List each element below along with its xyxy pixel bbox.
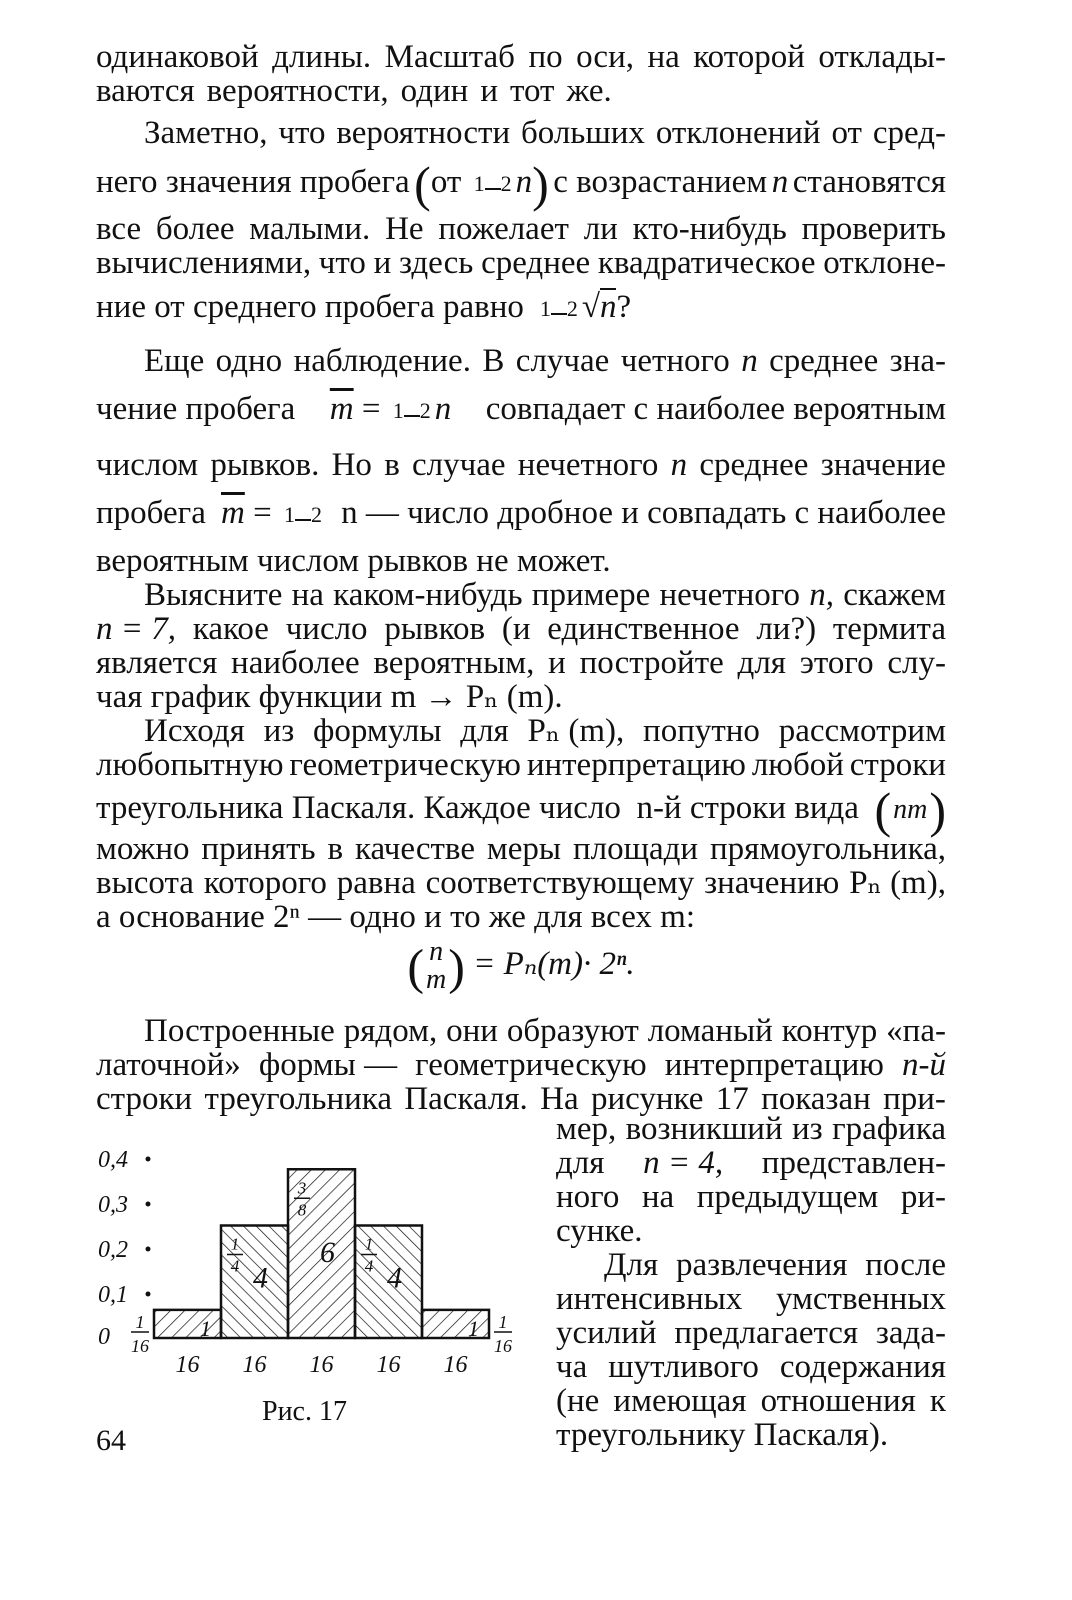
word: строки (849, 747, 946, 783)
word: что (278, 115, 326, 151)
text-line (96, 288, 946, 325)
text-line (96, 448, 946, 482)
bar-base-label: 16 (242, 1352, 267, 1378)
word: интерпретацию (664, 1047, 884, 1083)
word: качестве (354, 831, 475, 867)
text-fragment: сунке. (556, 1213, 643, 1249)
word: значение (820, 447, 946, 483)
word: скажем (843, 577, 946, 613)
inline-formula: (от 1 2 n) (414, 156, 549, 212)
word: n (670, 447, 688, 483)
word: среднее (481, 245, 591, 281)
text-fragment: совпадает с наиболее вероятным (485, 391, 946, 427)
word: имеющая (613, 1383, 747, 1419)
word: единственное (547, 611, 740, 647)
word: которой (693, 39, 805, 75)
word: слу- (887, 645, 946, 681)
text-fragment: = (253, 495, 272, 531)
word: оси, (576, 39, 634, 75)
formula-rhs: = Pₙ(m)· 2ⁿ. (473, 946, 635, 982)
text-line (96, 866, 946, 900)
word: ломаный (647, 1013, 773, 1049)
word: же. (566, 73, 612, 109)
figure-17 (96, 1130, 546, 1440)
word: Еще (144, 343, 205, 379)
y-tick-label: 0 (98, 1324, 110, 1350)
word: длины. (272, 39, 372, 75)
word: усилий (556, 1315, 657, 1351)
word: какое (192, 611, 269, 647)
frac-num: 1 (473, 171, 485, 196)
fraction (540, 298, 578, 320)
word: шутливого (608, 1349, 759, 1385)
word: рассмотрим (778, 713, 946, 749)
word: Для (604, 1247, 659, 1283)
bar-base-label: 16 (309, 1352, 334, 1378)
text-fragment: пробега (96, 495, 206, 531)
text-fragment: n-й строки вида (636, 789, 859, 826)
text-fragment: вероятным числом рывков не может. (96, 543, 611, 579)
word: к (929, 1383, 946, 1419)
text-fragment: n — число дробное и совпадать с наиболее (341, 495, 946, 531)
text-line (96, 344, 946, 378)
page-number: 64 (96, 1424, 126, 1457)
word: для (737, 645, 786, 681)
word: числом (96, 447, 199, 483)
word: представлен- (761, 1145, 946, 1181)
text-line (556, 1316, 946, 1350)
word: кто-нибудь (632, 211, 787, 247)
word: Исходя (144, 713, 245, 749)
text-fragment: чение пробега (96, 391, 296, 427)
word: здесь (398, 245, 474, 281)
word: равна (336, 865, 416, 901)
word: 17 (715, 1081, 749, 1117)
bar-base-label: 16 (175, 1352, 200, 1378)
math-var: n (771, 163, 789, 200)
bar-base-label: 16 (443, 1352, 468, 1378)
word: «па- (886, 1013, 946, 1049)
end-fraction-num: 1 (135, 1312, 145, 1332)
word: интерпретацию (526, 747, 746, 783)
word: (не (556, 1383, 600, 1419)
word: n = 7, (96, 611, 177, 647)
word: треугольника (204, 1081, 392, 1117)
word: образуют (506, 1013, 639, 1049)
word: строки (96, 1081, 193, 1117)
word: вычислениями, (96, 245, 312, 281)
word: Построенные (144, 1013, 335, 1049)
word: квадратическое (597, 245, 816, 281)
word: ча (556, 1349, 588, 1385)
text-line (96, 40, 946, 74)
word: показан (761, 1081, 871, 1117)
word: из (263, 713, 295, 749)
word: все (96, 211, 142, 247)
word: для (556, 1145, 605, 1181)
word: графика (832, 1111, 946, 1147)
word: четного (620, 343, 730, 379)
math-var: n (434, 391, 452, 427)
text-fragment: становятся (792, 163, 946, 200)
text-line (96, 156, 946, 212)
word: является (96, 645, 218, 681)
text-line (96, 612, 946, 646)
word: n-й (901, 1047, 946, 1083)
text-line (556, 1418, 946, 1452)
word: значению (704, 865, 840, 901)
text-line (96, 116, 946, 150)
text-line (556, 1180, 946, 1214)
y-tick-label: 0,2 (98, 1237, 128, 1263)
word: предлагается (674, 1315, 859, 1351)
text-line (96, 714, 946, 748)
inline-formula (330, 392, 451, 426)
word: прямоугольника, (709, 831, 946, 867)
word: принять (201, 831, 316, 867)
word: проверить (801, 211, 946, 247)
bar-fraction-num: 1 (230, 1234, 240, 1254)
display-formula: ( n m ) = Pₙ(m)· 2ⁿ. (407, 936, 635, 996)
text-line (556, 1282, 946, 1316)
bar-fraction-den: 4 (230, 1256, 240, 1276)
word: возникший (625, 1111, 783, 1147)
fraction (393, 400, 431, 422)
word: Паскаля. (404, 1081, 528, 1117)
word: нечетного (517, 447, 659, 483)
word: попутно (643, 713, 760, 749)
word: среднее (769, 343, 879, 379)
bar-numerator-label: 1 (200, 1316, 211, 1341)
y-tick-label: 0,4 (98, 1147, 128, 1173)
text-line (96, 246, 946, 280)
bar-numerator-label: 4 (387, 1261, 402, 1295)
word: геометрическую (415, 1047, 647, 1083)
text-fragment: треугольнику Паскаля). (556, 1417, 889, 1453)
frac-num: 1 (283, 502, 295, 528)
word: зна- (889, 343, 946, 379)
word: ного (556, 1179, 620, 1215)
word: В (482, 343, 505, 379)
word: Не (385, 211, 424, 247)
y-tick-dot (146, 1157, 151, 1162)
word: высота (96, 865, 194, 901)
end-fraction-num: 1 (498, 1312, 508, 1332)
text-fragment: чая график функции m → Pₙ (m). (96, 679, 563, 715)
sqrt-sign: √ (581, 289, 600, 325)
word: рывков. (210, 447, 320, 483)
bar-numerator-label: 4 (253, 1261, 268, 1295)
word: по (528, 39, 563, 75)
word: они (446, 1013, 498, 1049)
word: наиболее (231, 645, 360, 681)
word: На (540, 1081, 579, 1117)
word: больших (520, 115, 645, 151)
word: для (460, 713, 509, 749)
text-line (96, 578, 946, 612)
word: что (318, 245, 366, 281)
word: число (285, 611, 368, 647)
math-var: n (515, 163, 533, 200)
word: рядом, (343, 1013, 438, 1049)
text-fragment: ? (616, 289, 632, 325)
bar-fraction-num: 1 (364, 1234, 374, 1254)
word: площади (572, 831, 699, 867)
text-line (96, 74, 946, 108)
text-line (556, 1350, 946, 1384)
text-line (96, 782, 946, 838)
fraction (474, 173, 512, 195)
word: развлечения (676, 1247, 848, 1283)
word: формы — (258, 1047, 398, 1083)
word: (и (501, 611, 531, 647)
word: соответствующему (425, 865, 695, 901)
right-column-text (556, 1112, 946, 1452)
word: мер, (556, 1111, 617, 1147)
text-line (96, 748, 946, 782)
text-line (96, 832, 946, 866)
word: ваются (96, 73, 195, 109)
word: вероятности (336, 115, 511, 151)
text-line (96, 680, 946, 714)
word: малыми. (249, 211, 371, 247)
word: термита (832, 611, 946, 647)
bar-fraction-num: 3 (297, 1178, 307, 1198)
frac-num: 1 (539, 296, 551, 322)
text-line (96, 1014, 946, 1048)
bar-fraction-den: 4 (364, 1256, 374, 1276)
word: можно (96, 831, 190, 867)
binom-bottom: m (426, 964, 447, 996)
word: Масштаб (384, 39, 515, 75)
text-fragment: него значения пробега (96, 163, 410, 200)
word: более (155, 211, 235, 247)
word: ли?) (756, 611, 817, 647)
word: n (741, 343, 758, 379)
word: рывков (384, 611, 486, 647)
word: содержания (779, 1349, 946, 1385)
word: любопытную (96, 747, 284, 783)
text-line (556, 1384, 946, 1418)
text-line (556, 1112, 946, 1146)
word: нечетного (659, 577, 801, 613)
word: умственных (775, 1281, 946, 1317)
word: и (548, 645, 566, 681)
word: вероятности, (206, 73, 389, 109)
word: постройте (579, 645, 724, 681)
text-line (96, 1048, 946, 1082)
word: n = 4, (643, 1145, 724, 1181)
inline-formula (536, 288, 631, 324)
word: сред- (872, 115, 946, 151)
word: после (865, 1247, 946, 1283)
word: контур (781, 1013, 878, 1049)
histogram-chart (96, 1130, 546, 1390)
word: каком-нибудь (333, 577, 523, 613)
word: латочной» (96, 1047, 241, 1083)
text-line (556, 1214, 946, 1248)
word: вероятным, (373, 645, 535, 681)
word: из (792, 1111, 823, 1147)
y-tick-dot (146, 1202, 151, 1207)
word: в (384, 447, 400, 483)
frac-den: 2 (566, 296, 578, 322)
word: отклады- (818, 39, 946, 75)
y-tick-dot (146, 1247, 151, 1252)
word: Pₙ (m), (849, 865, 946, 901)
word: и (373, 245, 392, 281)
bar-fraction-den: 8 (297, 1200, 307, 1220)
word: Но (331, 447, 372, 483)
math-var: $\overline{m}$ (329, 391, 354, 427)
binom-bottom: m (907, 794, 928, 825)
word: случае (515, 343, 610, 379)
frac-den: 2 (310, 502, 322, 528)
frac-num: 1 (392, 398, 404, 424)
bar-numerator-label: 1 (468, 1316, 479, 1341)
word: на (647, 39, 680, 75)
text-line (96, 646, 946, 680)
y-tick-dot (146, 1292, 151, 1297)
word: n, (809, 577, 834, 613)
word: интенсивных (556, 1281, 743, 1317)
word: на (641, 1179, 675, 1215)
bar-numerator-label: 6 (320, 1236, 335, 1270)
text-line (556, 1146, 946, 1180)
word: и (480, 73, 498, 109)
word: зада- (875, 1315, 946, 1351)
word: в (327, 831, 344, 867)
word: от (831, 115, 862, 151)
word: один (400, 73, 469, 109)
word: Pₙ (m), (527, 713, 625, 749)
text-line (556, 1248, 946, 1282)
word: наблюдение. (293, 343, 471, 379)
word: отклонений (655, 115, 821, 151)
word: одно (215, 343, 283, 379)
word: ли (583, 211, 618, 247)
text-fragment: с возрастанием (553, 163, 768, 200)
figure-caption: Рис. 17 (262, 1396, 347, 1427)
text-line (96, 392, 946, 426)
y-tick-label: 0,1 (98, 1282, 128, 1308)
word: пожелает (438, 211, 569, 247)
word: меры (486, 831, 562, 867)
word: формулы (313, 713, 442, 749)
math-var: n (599, 289, 617, 325)
binomial: (nm) (874, 782, 946, 838)
word: примере (531, 577, 651, 613)
word: которого (203, 865, 327, 901)
word: Заметно, (144, 115, 268, 151)
inline-formula (221, 496, 326, 530)
text-line (96, 900, 946, 934)
word: одинаковой (96, 39, 259, 75)
word: тот (509, 73, 555, 109)
text-fragment: = (361, 391, 381, 427)
word: этого (799, 645, 874, 681)
page-text (96, 40, 946, 1116)
word: среднее (699, 447, 809, 483)
end-fraction-den: 16 (494, 1336, 512, 1356)
math-var: $\overline{m}$ (220, 495, 245, 531)
word: отклоне- (823, 245, 946, 281)
y-tick-label: 0,3 (98, 1192, 128, 1218)
binom-top: n (429, 936, 444, 968)
word: геометрическую (289, 747, 521, 783)
word: рисунке (590, 1081, 704, 1117)
text-fragment: ние от среднего пробега равно (96, 289, 524, 325)
end-fraction-den: 16 (131, 1336, 149, 1356)
word: Выясните (144, 577, 283, 613)
word: на (291, 577, 324, 613)
word: любой (751, 747, 844, 783)
text-line (96, 496, 946, 530)
binom-top: n (893, 794, 908, 825)
frac-den: 2 (500, 171, 512, 196)
fraction (284, 504, 322, 526)
word: отношения (760, 1383, 916, 1419)
text-line (96, 212, 946, 246)
text-fragment: от (430, 163, 462, 200)
word: случае (412, 447, 506, 483)
frac-den: 2 (419, 398, 431, 424)
text-line (96, 544, 946, 578)
bar-base-label: 16 (376, 1352, 401, 1378)
word: предыдущем (696, 1179, 879, 1215)
word: ри- (900, 1179, 946, 1215)
text-fragment: а основание 2ⁿ — одно и то же для всех m: (96, 899, 696, 935)
text-fragment: треугольника Паскаля. Каждое число (96, 789, 621, 826)
word: при- (883, 1081, 946, 1117)
